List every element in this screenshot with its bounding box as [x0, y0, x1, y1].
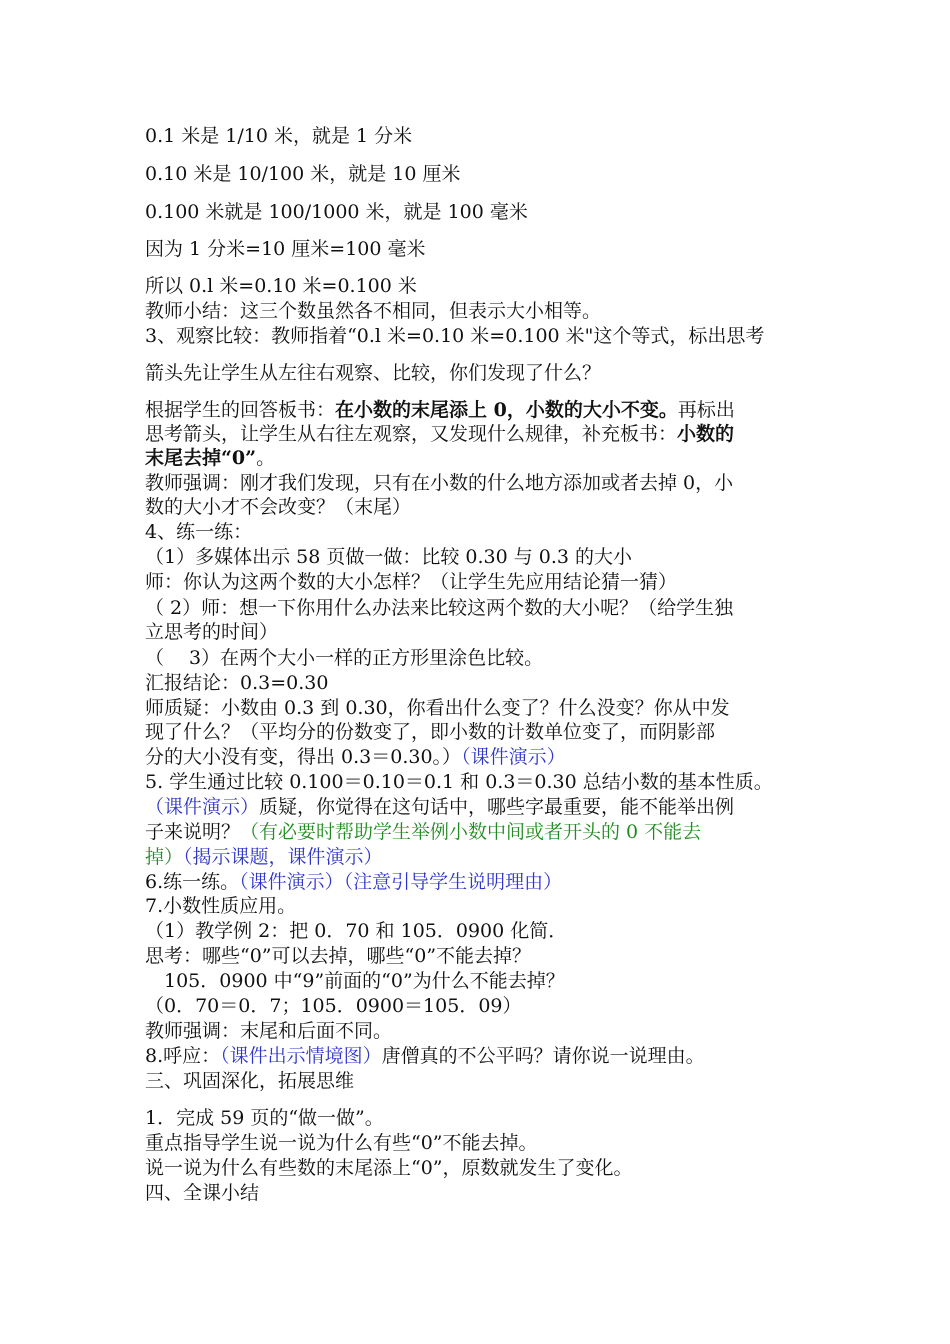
text-line: 0.10 米是 10/100 米，就是 10 厘米 [145, 163, 461, 185]
text-segment: 再标出 [677, 399, 735, 421]
text-line: （ 3）在两个大小一样的正方形里涂色比较。 [145, 647, 544, 669]
section-heading: 四、全课小结 [145, 1182, 260, 1204]
text-segment: 思考箭头，让学生从右往左观察，又发现什么规律，补充板书： [145, 423, 678, 445]
section-heading: 三、巩固深化，拓展思维 [145, 1070, 355, 1092]
text-segment: 6.练一练。 [145, 871, 240, 893]
text-segment: 唐僧真的不公平吗？请你说一说理由。 [381, 1045, 705, 1067]
text-line: （1）多媒体出示 58 页做一做：比较 0.30 与 0.3 的大小 [145, 546, 633, 568]
text-line: 汇报结论：0.3=0.30 [145, 672, 329, 694]
text-line: 教师小结：这三个数虽然各不相同，但表示大小相等。 [145, 300, 602, 322]
text-line: （1）教学例 2：把 0．70 和 105．0900 化简． [145, 920, 568, 942]
bold-conclusion: 在小数的末尾添上 0，小数的大小不变。 [335, 399, 678, 421]
text-line: 数的大小才不会改变？（末尾） [145, 496, 412, 518]
text-line: 因为 1 分米=10 厘米=100 毫米 [145, 238, 426, 260]
text-line: 思考：哪些“0”可以去掉，哪些“0”不能去掉？ [145, 945, 532, 967]
text-line [145, 870, 562, 894]
courseware-note: （课件演示） [461, 746, 566, 768]
text-line: （0．70＝0．7；105．0900＝105．09） [145, 995, 522, 1017]
text-segment: 子来说明？ [145, 821, 241, 843]
text-line: 1．完成 59 页的“做一做”。 [145, 1107, 384, 1129]
text-line: 说一说为什么有些数的末尾添上“0”，原数就发生了变化。 [145, 1157, 633, 1179]
text-line: 0.1 米是 1/10 米，就是 1 分米 [145, 125, 413, 147]
text-line [145, 845, 383, 869]
text-segment: 8.呼应： [145, 1045, 221, 1067]
teaching-note: 掉） [145, 846, 184, 868]
text-line: 教师强调：刚才我们发现，只有在小数的什么地方添加或者去掉 0，小 [145, 472, 734, 494]
text-line: 所以 0.l 米=0.10 米=0.100 米 [145, 275, 417, 297]
text-line: 立思考的时间） [145, 621, 279, 643]
text-line [145, 1044, 705, 1068]
courseware-note: （课件演示）（注意引导学生说明理由） [239, 871, 563, 893]
bold-conclusion: 小数的 [677, 423, 735, 445]
section-heading: 4、练一练： [145, 521, 253, 543]
teaching-note: （有必要时帮助学生举例小数中间或者开头的 0 不能去 [240, 821, 702, 843]
text-segment: 。 [256, 447, 276, 469]
text-line: 105．0900 中“9”前面的“0”为什么不能去掉？ [145, 970, 565, 992]
text-line: 箭头先让学生从左往右观察、比较，你们发现了什么？ [145, 362, 602, 384]
text-line [145, 745, 566, 769]
text-segment: 质疑，你觉得在这句话中，哪些字最重要，能不能举出例 [259, 796, 735, 818]
text-line [145, 795, 734, 819]
text-line: 重点指导学生说一说为什么有些“0”不能去掉。 [145, 1132, 538, 1154]
text-line: 7.小数性质应用。 [145, 895, 297, 917]
text-line [145, 446, 275, 470]
text-line: 5. 学生通过比较 0.100＝0.10＝0.1 和 0.3＝0.30 总结小数的基本性质。 [145, 771, 773, 793]
text-line [145, 820, 701, 844]
courseware-note: （课件出示情境图） [220, 1045, 382, 1067]
courseware-note: （课件演示） [145, 796, 260, 818]
text-line [145, 422, 734, 446]
text-line: 师质疑：小数由 0.3 到 0.30，你看出什么变了？什么没变？你从中发 [145, 697, 730, 719]
text-line: 教师强调：末尾和后面不同。 [145, 1020, 393, 1042]
text-segment: 根据学生的回答板书： [145, 399, 336, 421]
text-segment: 分的大小没有变，得出 0.3＝0.30。） [145, 746, 462, 768]
courseware-note: （揭示课题，课件演示） [183, 846, 383, 868]
text-line: 现了什么？（平均分的份数变了，即小数的计数单位变了，而阴影部 [145, 721, 716, 743]
text-line: 师：你认为这两个数的大小怎样？（让学生先应用结论猜一猜） [145, 571, 678, 593]
text-line: 3、观察比较：教师指着“0.l 米=0.10 米=0.100 米"这个等式，标出思考 [145, 325, 765, 347]
text-line: （ 2）师：想一下你用什么办法来比较这两个数的大小呢？（给学生独 [145, 597, 734, 619]
text-line: 0.100 米就是 100/1000 米，就是 100 毫米 [145, 201, 528, 223]
bold-conclusion: 末尾去掉“0” [145, 447, 257, 469]
text-line [145, 398, 735, 422]
